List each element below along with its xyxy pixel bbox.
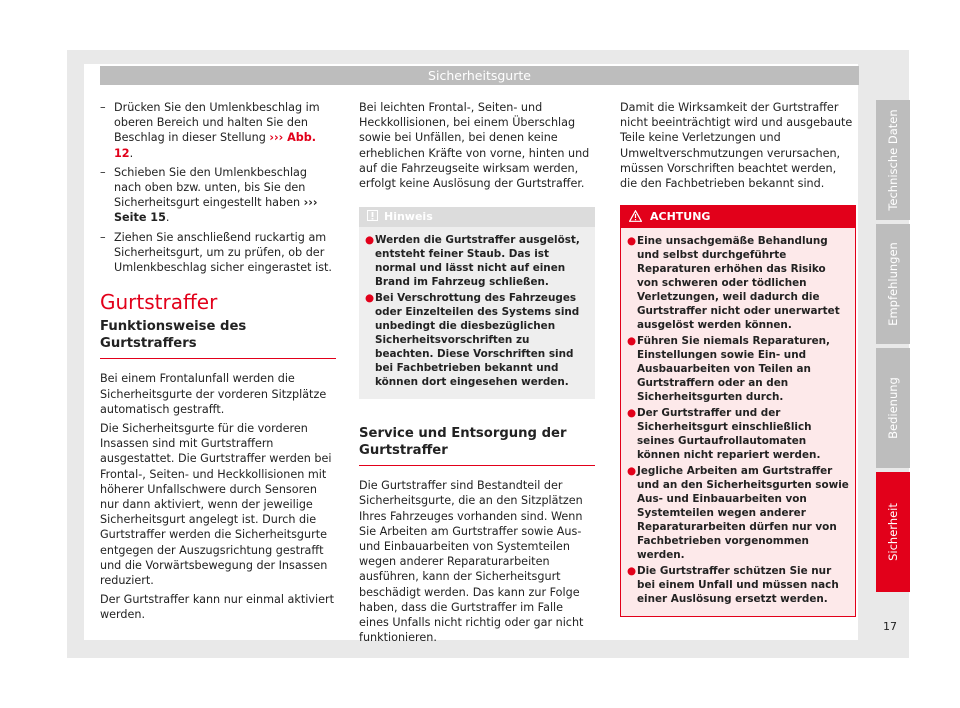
column-3 bbox=[620, 100, 856, 617]
figure-reference-link[interactable]: ››› Abb. 12 bbox=[114, 131, 317, 160]
instruction-item bbox=[100, 165, 336, 226]
section-title: Gurtstraffer bbox=[100, 290, 218, 315]
page-reference-link[interactable]: ››› Seite 15 bbox=[114, 196, 318, 225]
hint-item: ● Werden die Gurtstraffer ausgelöst, entsteht feiner Staub. Das ist normal und lässt nicht auf einen Brand im Fahrzeug schließen. bbox=[365, 234, 580, 289]
tab-bedienung[interactable]: Bedienung bbox=[876, 348, 910, 468]
paragraph: Die Sicherheitsgurte für die vorderen Insassen sind mit Gurtstraffern ausgestattet. Die Gurtstraffer werden bei Frontal-, Seiten- und Heckkollisionen mit höherer Unfallschwere durch Sensoren nur dann aktiviert, wenn der jeweilige Sicherheitsgurt angelegt ist. Durch die Gurtstraffer werden die Sicherheitsgurte entgegen der Auszugsrichtung gestrafft und die Vorwärtsbewegung der Insassen reduziert. bbox=[100, 422, 332, 588]
hint-title: Hinweis bbox=[384, 210, 433, 224]
bullet-icon: ● bbox=[627, 465, 637, 478]
warning-title: ACHTUNG bbox=[650, 210, 711, 224]
paragraph: Bei einem Frontalunfall werden die Sicherheitsgurte der vorderen Sitzplätze automatisch gestrafft. bbox=[100, 372, 327, 416]
warning-header bbox=[621, 206, 855, 228]
subsection-title: Service und Entsorgung der Gurtstraffer bbox=[359, 425, 595, 466]
warning-item: ● Eine unsachgemäße Behandlung und selbst durchgeführte Reparaturen erhöhen das Risiko von schweren oder tödlichen Verletzungen, weil dadurch die Gurtstraffer nicht oder unerwartet ausgelöst werden können. bbox=[627, 235, 840, 332]
column-2 bbox=[359, 100, 595, 649]
tab-sicherheit[interactable]: Sicherheit bbox=[876, 472, 910, 592]
column-1 bbox=[100, 100, 336, 627]
subsection-title: Funktionsweise des Gurtstraffers bbox=[100, 318, 336, 359]
warning-item: ● Jegliche Arbeiten am Gurtstraffer und an den Sicherheitsgurten sowie Aus- und Einbauarbeiten von Systemteilen wegen anderer Reparaturarbeiten dürfen nur von Fachbetrieben vorgenommen werden. bbox=[627, 465, 849, 562]
bullet-icon: ● bbox=[627, 335, 637, 348]
instruction-item bbox=[100, 230, 336, 276]
warning-item: ● Der Gurtstraffer und der Sicherheitsgurt einschließlich seines Gurtaufrollautomaten können nicht repariert werden. bbox=[627, 407, 821, 462]
instruction-text: Drücken Sie den Umlenkbeschlag im oberen Bereich und halten Sie den Beschlag in dieser Stellung ››› Abb. 12. bbox=[114, 101, 320, 160]
hint-item: ● Bei Verschrottung des Fahrzeuges oder Einzelteilen des Systems sind unbedingt die diesbezüglichen Sicherheitsvorschriften zu beachten. Diese Vorschriften sind bei Fachbetrieben bekannt und können dort eingesehen werden. bbox=[365, 292, 580, 389]
hint-header bbox=[359, 207, 595, 227]
warning-box bbox=[620, 205, 856, 617]
warning-body bbox=[621, 228, 855, 616]
tab-empfehlungen[interactable]: Empfehlungen bbox=[876, 224, 910, 344]
paragraph: Die Gurtstraffer sind Bestandteil der Sicherheitsgurte, die an den Sitzplätzen Ihres Fahrzeuges vorhanden sind. Wenn Sie Arbeiten am Gurtstraffer sowie Aus- und Einbauarbeiten von Systemteilen wegen anderer Reparaturarbeiten ausführen, kann der Sicherheitsgurt beschädigt werden. Das kann zur Folge haben, dass die Gurtstraffer im Falle eines Unfalls nicht richtig oder gar nicht funktionieren. bbox=[359, 479, 584, 645]
bullet-icon: ● bbox=[627, 565, 637, 578]
bullet-icon: ● bbox=[365, 234, 375, 247]
bullet-icon: ● bbox=[365, 292, 375, 305]
page-number: 17 bbox=[883, 620, 897, 633]
instruction-text: Schieben Sie den Umlenkbeschlag nach oben bzw. unten, bis Sie den Sicherheitsgurt eingestellt haben ››› Seite 15. bbox=[114, 165, 318, 225]
page-header bbox=[100, 66, 859, 85]
header-title: Sicherheitsgurte bbox=[428, 68, 531, 83]
dash-icon: – bbox=[100, 165, 106, 179]
instruction-item bbox=[100, 100, 336, 161]
warning-triangle-icon bbox=[629, 210, 642, 222]
hint-box bbox=[359, 207, 595, 399]
tab-technische-daten[interactable]: Technische Daten bbox=[876, 100, 910, 220]
bullet-icon: ● bbox=[627, 235, 637, 248]
paragraph: Damit die Wirksamkeit der Gurtstraffer nicht beeinträchtigt wird und ausgebaute Teile keine Verletzungen und Umweltverschmutzungen verursachen, müssen Vorschriften beachtet werden, die den Fachbetrieben bekannt sind. bbox=[620, 101, 853, 191]
dash-icon: – bbox=[100, 101, 106, 114]
warning-item: ● Führen Sie niemals Reparaturen, Einstellungen sowie Ein- und Ausbauarbeiten von Teilen an Gurtstraffern oder an den Sicherheitsgurten durch. bbox=[627, 335, 830, 404]
hint-body bbox=[359, 227, 595, 399]
bullet-icon: ● bbox=[627, 407, 637, 420]
instruction-text: Ziehen Sie anschließend ruckartig am Sicherheitsgurt, um zu prüfen, ob der Umlenkbeschlag sicher eingerastet ist. bbox=[114, 230, 332, 275]
dash-icon: – bbox=[100, 230, 106, 244]
paragraph: Der Gurtstraffer kann nur einmal aktiviert werden. bbox=[100, 593, 334, 622]
warning-item: ● Die Gurtstraffer schützen Sie nur bei einem Unfall und müssen nach einer Auslösung ersetzt werden. bbox=[627, 565, 839, 606]
info-icon bbox=[367, 210, 378, 221]
paragraph: Bei leichten Frontal-, Seiten- und Heckkollisionen, bei einem Überschlag sowie bei Unfällen, bei denen keine erheblichen Kräfte von vorne, hinten und auf die Fahrzeugseite wirksam werden, erfolgt keine Auslösung der Gurtstraffer. bbox=[359, 101, 590, 191]
